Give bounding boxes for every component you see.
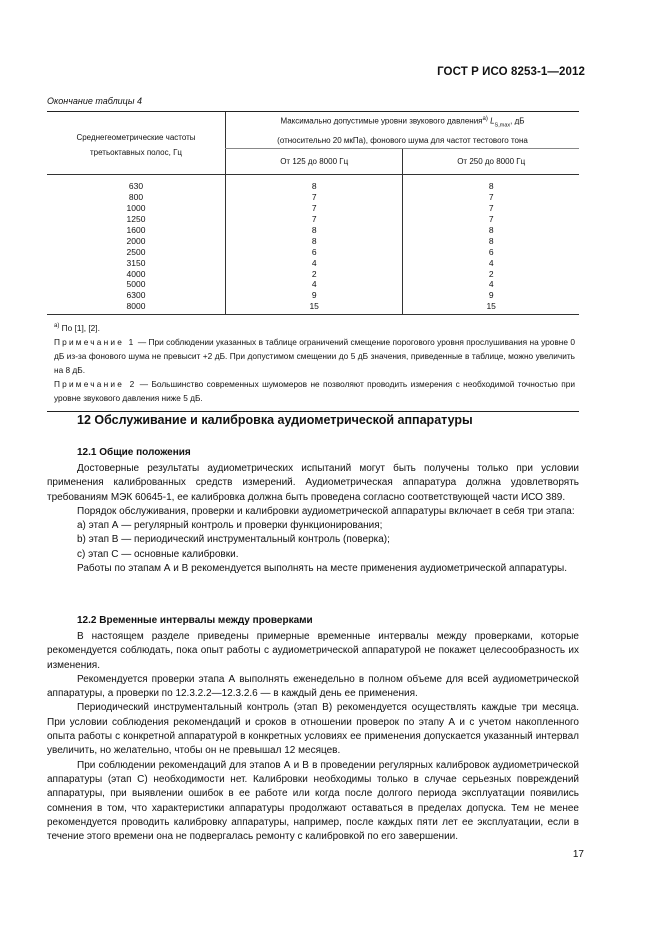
col-header-frequency — [47, 112, 226, 175]
table-cell: 8 — [311, 181, 317, 192]
note-1-text: — При соблюдении указанных в таблице ограничений смещение порогового уровня прослушивания на уровне 0 дБ из-за фонового шума не превысит +2 дБ. При допустимом смещении до 5 дБ значения, приведенные в таблице, можно увеличить на 8 дБ. — [54, 336, 576, 375]
table-cell: 800 — [128, 192, 144, 203]
section-title: 12 Обслуживание и калибровка аудиометрической аппаратуры — [77, 413, 473, 427]
paragraph: Достоверные результаты аудиометрических испытаний могут быть получены только при условии применения калиброванных средств измерений. Аудиометрическая аппаратура должна удовлетворять требованиям МЭК 60645-1, ее калибровка должна быть проведена согласно соответствующей части ИСО 389. — [47, 463, 579, 503]
group-header-symbol: L — [490, 116, 495, 126]
table-cell: 4000 — [126, 268, 146, 279]
note-1-label: Примечание 1 — [54, 336, 136, 347]
note-2-text: — Большинство современных шумомеров не позволяют проводить измерения с необходимой точностью при уровне звукового давления ниже 5 дБ. — [54, 378, 576, 403]
paragraph: Периодический инструментальный контроль (этап В) рекомендуется осуществлять каждые три месяца. При условии соблюдения рекомендаций и сроков в отношении проверок по этапу А и с учетом накопленного опыта работы с конкретной аппаратурой в конкретных условиях ее применения допускается указанный интервал увеличить, но желательно, чтобы он не превышал 12 месяцев. — [47, 702, 579, 757]
table-cell: 4 — [311, 279, 317, 290]
subsection-12-2-body — [47, 630, 579, 844]
table-cell: 4 — [311, 257, 317, 268]
table-cell: 1250 — [126, 213, 146, 224]
paragraph: В настоящем разделе приведены примерные временные интервалы между проверками, которые рекомендуется соблюдать, пока опыт работы с аудиометрической аппаратурой не покажет целесообразность их изменения. — [47, 631, 579, 671]
subsection-12-1-title: 12.1 Общие положения — [77, 447, 191, 458]
group-header-l1: Максимально допустимые уровни звукового давления — [280, 116, 483, 126]
table-cell: 1000 — [126, 203, 146, 214]
footnote-text: По [1], [2]. — [59, 322, 100, 333]
table-cell: 7 — [488, 213, 494, 224]
col-header-range-b: От 250 до 8000 Гц — [403, 149, 579, 175]
note-2 — [47, 377, 579, 405]
table-cell: 2500 — [126, 246, 146, 257]
table-4 — [47, 111, 579, 314]
table-cell: 6 — [311, 246, 317, 257]
col-header-frequency-l1: Среднегеометрические частоты — [76, 133, 196, 143]
list-item: b) этап В — периодический инструментальный контроль (поверка); — [77, 534, 390, 546]
table-cell: 4 — [488, 279, 494, 290]
table-cell: 4 — [488, 257, 494, 268]
table-cell: 1600 — [126, 224, 146, 235]
list-item: c) этап С — основные калибровки. — [77, 548, 239, 560]
table-cell: 7 — [488, 192, 494, 203]
table-cell: 15 — [486, 301, 496, 312]
range-b-column — [403, 175, 579, 314]
note-2-label: Примечание 2 — [54, 378, 137, 389]
table-cell: 8 — [488, 224, 494, 235]
table-cell: 2 — [311, 268, 317, 279]
table-cell: 8 — [488, 181, 494, 192]
table-cell: 7 — [311, 203, 317, 214]
table-cell: 630 — [128, 181, 144, 192]
document-id: ГОСТ Р ИСО 8253-1—2012 — [437, 66, 585, 78]
group-header-unit: , дБ — [510, 116, 525, 126]
freq-column — [47, 175, 226, 314]
table-cell: 8000 — [126, 301, 146, 312]
group-header-sub: S,max — [494, 122, 511, 129]
table-cell: 8 — [311, 235, 317, 246]
table-cell: 8 — [488, 235, 494, 246]
paragraph: При соблюдении рекомендаций для этапов А и В в проведении регулярных калибровок аудиометрической аппаратуры (этап С) необходимости нет. Калибровки необходимы только в случае серьезных повреждений аппаратуры, при выявлении ошибок в ее работе или когда после долгого периода эксплуатации появились сомнения в том, что характеристики аппаратуры продолжают оставаться в пределах допуска. Тем не менее рекомендуется проводить калибровку аппаратуры, например, после каждых пяти лет ее эксплуатации, если в течение этого времени она не подвергалась ремонту с калибровкой по его завершении. — [47, 759, 579, 843]
table-cell: 3150 — [126, 257, 146, 268]
list-item: a) этап А — регулярный контроль и проверки функционирования; — [77, 520, 383, 532]
range-a-column — [226, 175, 403, 314]
table-cell: 6300 — [126, 290, 146, 301]
table-cell: 6 — [488, 246, 494, 257]
table-cell: 15 — [309, 301, 319, 312]
subsection-12-2-title: 12.2 Временные интервалы между проверками — [77, 615, 313, 626]
subsection-12-1-body — [47, 462, 579, 576]
table-cell: 9 — [488, 290, 494, 301]
table-cell: 7 — [311, 192, 317, 203]
table-cell: 7 — [488, 203, 494, 214]
page-number: 17 — [572, 849, 584, 860]
footnote-mark: a) — [54, 323, 60, 329]
table-cell: 2000 — [126, 235, 146, 246]
table-caption: Окончание таблицы 4 — [47, 96, 142, 106]
paragraph: Работы по этапам А и В рекомендуется выполнять на месте применения аудиометрической аппаратуры. — [77, 563, 567, 575]
note-1 — [47, 335, 579, 377]
table-cell: 9 — [311, 290, 317, 301]
paragraph: Рекомендуется проверки этапа А выполнять еженедельно в полном объеме для всей аудиометрической аппаратуры, а проверки по 12.3.2.2—12.3.2.6 — в каждый день ее применения. — [47, 673, 579, 700]
table-notes — [47, 314, 579, 412]
col-header-frequency-l2: третьоктавных полос, Гц — [89, 148, 182, 158]
paragraph: Порядок обслуживания, проверки и калибровки аудиометрической аппаратуры включает в себя три этапа: — [77, 505, 575, 517]
table-cell: 8 — [311, 224, 317, 235]
group-header-sup: a) — [482, 116, 488, 122]
group-header-l2: (относительно 20 мкПа), фонового шума для частот тестового тона — [277, 136, 528, 146]
col-header-range-a: От 125 до 8000 Гц — [226, 149, 403, 175]
table-cell: 5000 — [126, 279, 146, 290]
footnote-a — [47, 319, 579, 335]
table-cell: 7 — [311, 213, 317, 224]
col-header-group — [226, 112, 580, 149]
table-cell: 2 — [488, 268, 494, 279]
